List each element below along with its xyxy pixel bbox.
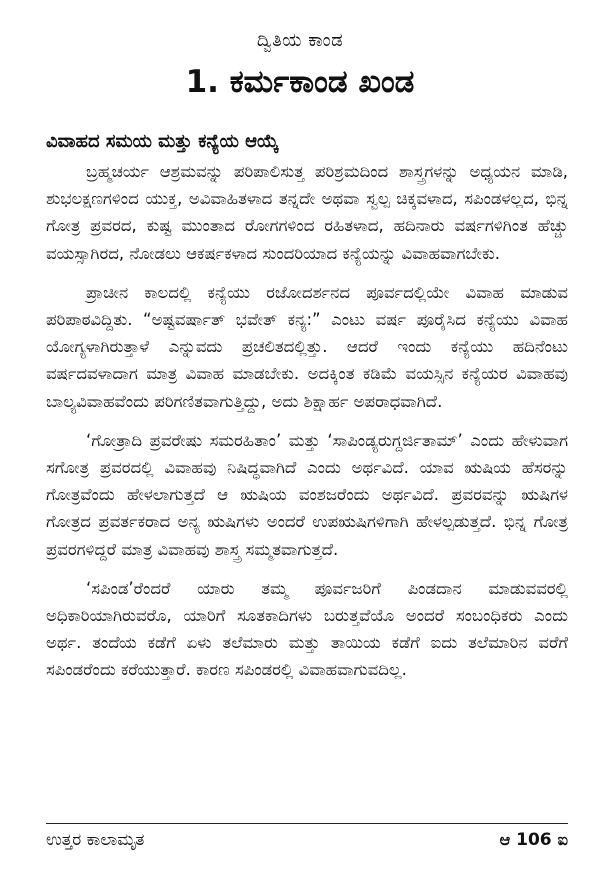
chapter-title: 1. ಕರ್ಮಕಾಂಡ ಖಂಡ — [185, 64, 415, 100]
chapter-label: ದ್ವಿತಿಯ ಕಾಂಡ — [256, 30, 344, 51]
section-heading: ವಿವಾಹದ ಸಮಯ ಮತ್ತು ಕನ್ಯೆಯ ಆಯ್ಕೆ — [46, 131, 279, 152]
footer-page-marker — [500, 830, 568, 850]
body-text — [46, 158, 568, 696]
ornament-left-icon: ಆ — [499, 830, 511, 849]
page-number: 106 — [516, 830, 552, 850]
paragraph-2: ಪ್ರಾಚೀನ ಕಾಲದಲ್ಲಿ ಕನ್ಯೆಯು ರಜೋದರ್ಶನದ ಪೂರ್ವದಲ್ಲಿಯೇ ವಿವಾಹ ಮಾಡುವ ಪರಿಪಾಠವಿದ್ದಿತು. “ಅಷ್ಟವರ್ಷಾತ್ ಭವೇತ್ ಕನ್ಯ:” ಎಂಟು ವರ್ಷ ಪೂರೈಸಿದ ಕನ್ಯೆಯು ವಿವಾಹ ಯೋಗ್ಯಳಾಗಿರುತ್ತಾಳೆ ಎನ್ನುವದು ಪ್ರಚಲಿತದಲ್ಲಿತ್ತು. ಆದರೆ ಇಂದು ಕನ್ಯೆಯು ಹದಿನೆಂಟು ವರ್ಷದವಳಾದಾಗ ಮಾತ್ರ ವಿವಾಹ ಮಾಡಬೇಕು. ಅದಕ್ಕಿಂತ ಕಡಿಮೆ ವಯಸ್ಸಿನ ಕನ್ಯೆಯರ ವಿವಾಹವು ಬಾಲ್ಯವಿವಾಹವೆಂದು ಪರಿಗಣಿತವಾಗುತ್ತಿದ್ದು, ಅದು ಶಿಕ್ಷಾರ್ಹ ಅಪರಾಧವಾಗಿದೆ. — [46, 282, 568, 411]
paragraph-4: ‘ಸಪಿಂಡ’ರೆಂದರೆ ಯಾರು ತಮ್ಮ ಪೂರ್ವಜರಿಗೆ ಪಿಂಡದಾನ ಮಾಡುವವರಲ್ಲಿ ಅಧಿಕಾರಿಯಾಗಿರುವರೊ, ಯಾರಿಗೆ ಸೂತಕಾದಿಗಳು ಬರುತ್ತವೆಯೊ ಅಂದರೆ ಸಂಬಂಧಿಕರು ಎಂದು ಅರ್ಥ. ತಂದೆಯ ಕಡೆಗೆ ಏಳು ತಲೆಮಾರು ಮತ್ತು ತಾಯಿಯ ಕಡೆಗೆ ಐದು ತಲೆಮಾರಿನ ವರೆಗೆ ಸಪಿಂಡರೆಂದು ಕರೆಯುತ್ತಾರೆ. ಕಾರಣ ಸಪಿಂಡರಲ್ಲಿ ವಿವಾಹವಾಗುವದಿಲ್ಲ. — [46, 578, 568, 680]
footer-book-title: ಉತ್ತರ ಕಾಲಾಮೃತ — [46, 830, 145, 850]
ornament-right-icon: ಐ — [557, 830, 568, 849]
paragraph-1: ಬ್ರಹ್ಮಚರ್ಯ ಆಶ್ರಮವನ್ನು ಪರಿಪಾಲಿಸುತ್ತ ಪರಿಶ್ರಮದಿಂದ ಶಾಸ್ತ್ರಗಳನ್ನು ಅಧ್ಯಯನ ಮಾಡಿ, ಶುಭಲಕ್ಷಣಗಳಿಂದ ಯುಕ್ತ, ಅವಿವಾಹಿತಳಾದ ತನ್ನದೇ ಅಥವಾ ಸ್ವಲ್ಪ ಚಿಕ್ಕವಳಾದ, ಸಪಿಂಡಳಲ್ಲದ, ಭಿನ್ನ ಗೋತ್ರ ಪ್ರವರದ, ಕುಷ್ಟ ಮುಂತಾದ ರೋಗಗಳಿಂದ ರಹಿತಳಾದ, ಹದಿನಾರು ವರ್ಷಗಳಿಗಿಂತ ಹೆಚ್ಚು ವಯಸ್ಸಾಗಿರದ, ನೋಡಲು ಆಕರ್ಷಕಳಾದ ಸುಂದರಿಯಾದ ಕನ್ಯೆಯನ್ನು ವಿವಾಹವಾಗಬೇಕು. — [46, 162, 568, 263]
footer-divider — [46, 823, 568, 824]
paragraph-3: ‘ಗೋತ್ರಾದಿ ಪ್ರವರೇಷು ಸಮರಹಿತಾಂ’ ಮತ್ತು ‘ಸಾಪಿಂಡ್ಯರುಗ್ದರ್ಜಿತಾಮ್’ ಎಂದು ಹೇಳುವಾಗ ಸಗೋತ್ರ ಪ್ರವರದಲ್ಲಿ ವಿವಾಹವು ನಿಷಿದ್ಧವಾಗಿದೆ ಎಂದು ಅರ್ಥವಿದೆ. ಯಾವ ಋಷಿಯ ಹೆಸರನ್ನು ಗೋತ್ರವೆಂದು ಹೇಳಲಾಗುತ್ತದೆ ಆ ಋಷಿಯ ವಂಶಜರೆಂದು ಅರ್ಥವಿದೆ. ಪ್ರವರವನ್ನು ಋಷಿಗಳ ಗೋತ್ರದ ಪ್ರವರ್ತಕರಾದ ಅನ್ಯ ಋಷಿಗಳು ಅಂದರೆ ಉಪಋಷಿಗಳಿಗಾಗಿ ಹೇಳಲ್ಪಡುತ್ತದೆ. ಭಿನ್ನ ಗೋತ್ರ ಪ್ರವರಗಳಿದ್ದರೆ ಮಾತ್ರ ವಿವಾಹವು ಶಾಸ್ತ್ರ ಸಮ್ಮತವಾಗುತ್ತದೆ. — [46, 430, 568, 559]
